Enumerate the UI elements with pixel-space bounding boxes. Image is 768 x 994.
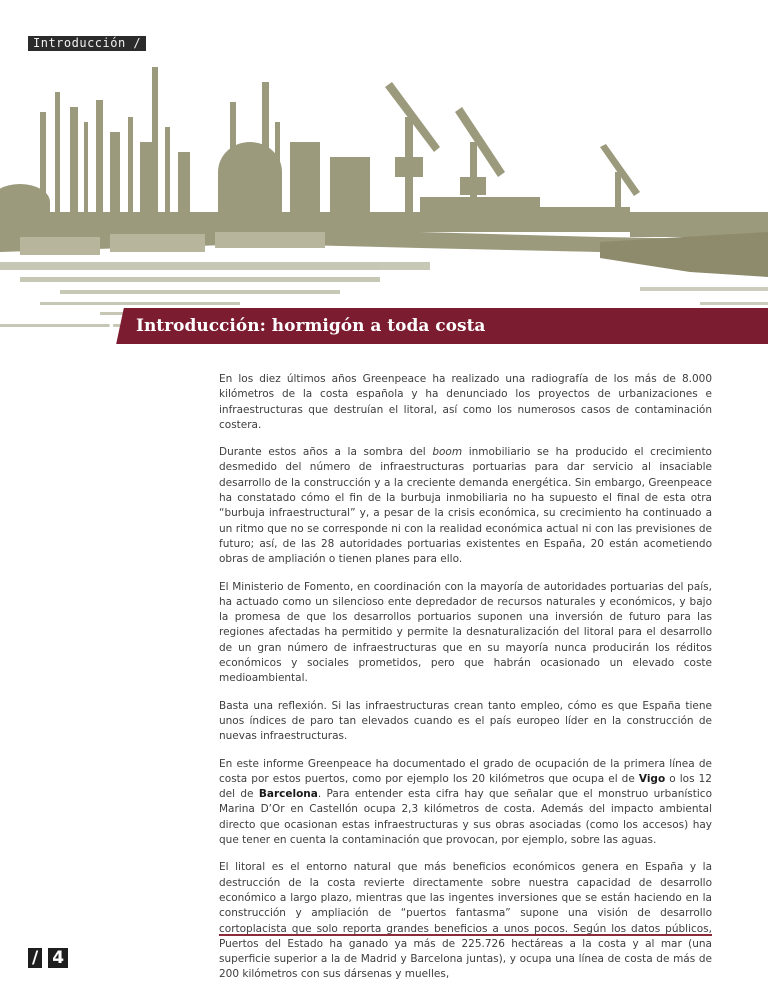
chapter-title: Introducción: hormigón a toda costa: [136, 316, 486, 336]
paragraph-2: [219, 445, 712, 567]
chapter-number: 1: [104, 314, 118, 336]
paragraph-6: El litoral es el entorno natural que más beneficios económicos genera en España y la destrucción de la costa revierte directamente sobre nuestra capacidad de desarrollo económico a largo plazo, mientras que las ingentes inversiones que se están haciendo en la construcción y ampliación de “puertos fantasma” supone una visión de desarrollo cortoplacista que solo reporta grandes beneficios a unos pocos. Según los datos públicos, Puertos del Estado ha ganado ya más de 225.726 hectáreas a la costa y al mar (una superficie superior a la de Madrid y Barcelona juntas), y ocupa una línea de costa de más de 200 kilómetros con sus dársenas y muelles,: [219, 861, 712, 981]
paragraph-2-text-a: Durante estos años a la sombra del: [219, 446, 433, 459]
footer-rule: [219, 934, 712, 936]
paragraph-5-bold-vigo: Vigo: [638, 772, 666, 785]
section-tag: Introducción /: [28, 36, 146, 51]
body-text: [219, 372, 712, 983]
paragraph-2-emphasis: boom: [432, 446, 463, 459]
page-number: [28, 948, 68, 968]
paragraph-1: En los diez últimos años Greenpeace ha realizado una radiografía de los más de 8.000 kilómetros de la costa española y ha denunciado los proyectos de urbanizaciones e infraestructuras que destruían el litoral, así como los numerosos casos de contaminación costera.: [219, 373, 712, 431]
paragraph-4: Basta una reflexión. Si las infraestructuras crean tanto empleo, cómo es que España tiene unos índices de paro tan elevados cuando es el país europeo líder en la construcción de nuevas infraestructuras.: [219, 699, 712, 743]
paragraph-5-text-d: . Para entender esta cifra hay que señalar que el monstruo urbanístico Marina D’Or en Castellón ocupa 2,3 kilómetros de costa. Además del impacto ambiental directo que ocasionan estas infraestructuras y sus obras asociadas (como los accesos) hay que tener en cuenta la contaminación que provocan, por ejemplo, sobre las aguas.: [219, 788, 712, 847]
folio-number: 4: [48, 948, 68, 968]
paragraph-3: El Ministerio de Fomento, en coordinación con la mayoría de autoridades portuarias del país, ha actuado como un silencioso ente depredador de recursos naturales y económicos, y bajo la promesa de que los desarrollos portuarios suponen una inversión de futuro para las regiones afectadas ha permitido y permite la desnaturalización del litoral para el desarrollo de un gran número de infraestructuras que en su mayoría nunca producirán los réditos económicos y sociales prometidos, pero que habrán ocasionado un elevado coste medioambiental.: [219, 580, 712, 685]
paragraph-5-bold-barcelona: Barcelona: [258, 788, 318, 801]
folio-slash: /: [28, 948, 42, 968]
paragraph-5: [219, 757, 712, 849]
paragraph-5-text-a: En este informe Greenpeace ha documentado el grado de ocupación de la primera línea de costa por estos puertos, como por ejemplo los 20 kilómetros que ocupa el de: [219, 757, 712, 785]
paragraph-5-text-c: o los 12 del de: [219, 772, 712, 801]
paragraph-2-text-b: inmobiliario se ha producido el crecimiento desmedido del número de infraestructuras portuarias para dar servicio al insaciable desarrollo de la construcción y a la creciente demanda energética. Sin embargo, Greenpeace ha constatado cómo el fin de la burbuja inmobiliaria no ha supuesto el final de esta otra “burbuja infraestructural” y, a pesar de la crisis económica, su crecimiento ha continuado a un ritmo que no se corresponde ni con la realidad económica actual ni con las previsiones de futuro; así, de las 28 autoridades portuarias existentes en España, 20 están acometiendo obras de ampliación o tienen planes para ello.: [219, 446, 712, 566]
